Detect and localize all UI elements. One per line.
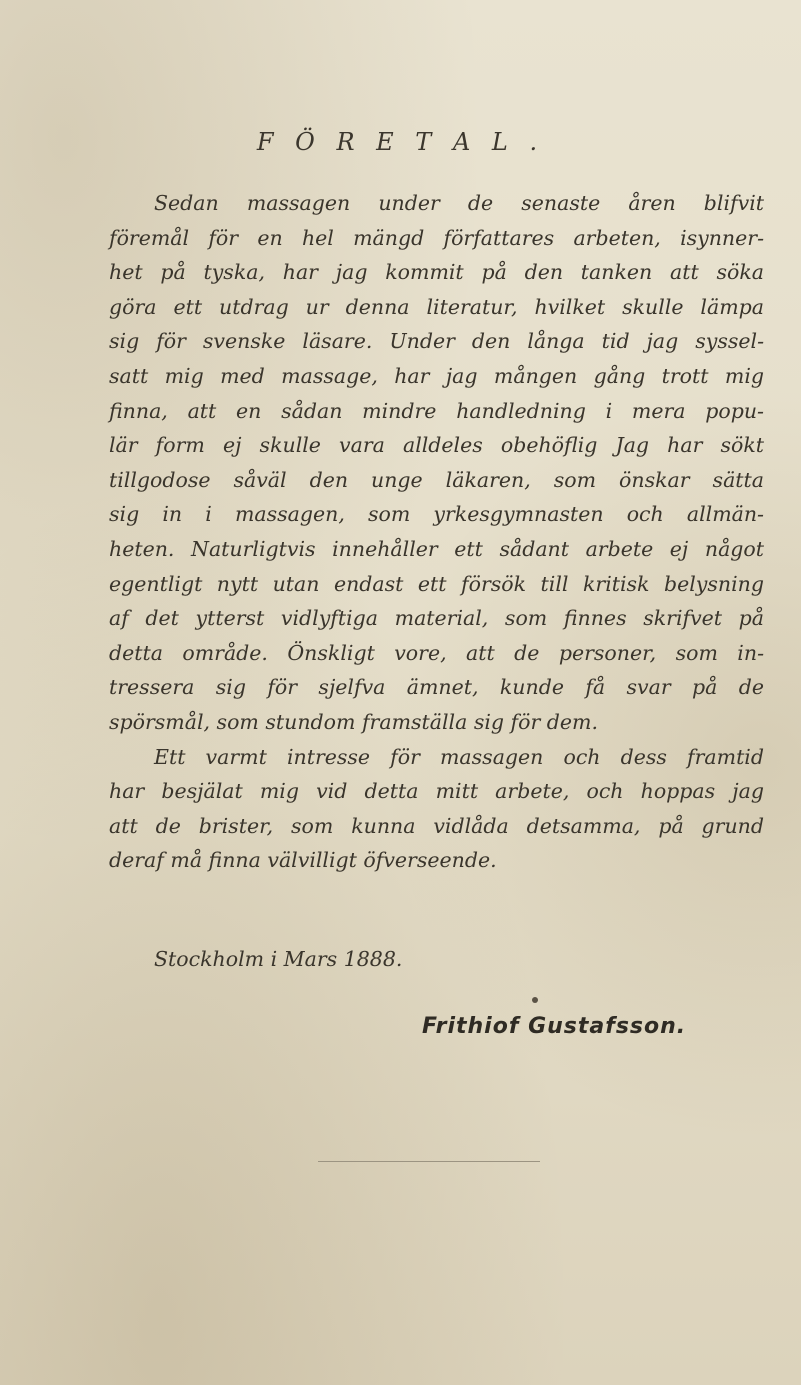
text-line: har besjälat mig vid detta mitt arbete, och hoppas jag <box>109 779 764 804</box>
preface-body <box>109 186 764 878</box>
preface-heading: F Ö R E T A L . <box>256 128 545 156</box>
text-line: Ett varmt intresse för massagen och dess framtid <box>154 744 764 769</box>
place-date: Stockholm i Mars 1888. <box>154 947 403 971</box>
text-line: deraf må finna välvilligt öfverseende. <box>109 848 497 873</box>
text-line: tillgodose såväl den unge läkaren, som önskar sätta <box>109 467 764 492</box>
text-line: satt mig med massage, har jag mången gång trott mig <box>109 363 764 388</box>
text-line: detta område. Önskligt vore, att de personer, som in- <box>109 640 764 665</box>
ink-speck <box>532 997 538 1003</box>
text-line: finna, att en sådan mindre handledning i mera popu- <box>109 398 764 423</box>
text-line: sig in i massagen, som yrkesgymnasten och allmän- <box>109 502 764 527</box>
text-line: lär form ej skulle vara alldeles obehöflig Jag har sökt <box>109 433 764 458</box>
signature: Frithiof Gustafsson. <box>422 1014 687 1039</box>
text-line: att de brister, som kunna vidlåda detsamma, på grund <box>109 813 764 838</box>
text-line: spörsmål, som stundom framställa sig för dem. <box>109 709 599 734</box>
text-line: göra ett utdrag ur denna literatur, hvilket skulle lämpa <box>109 294 764 319</box>
text-line: heten. Naturligtvis innehåller ett sådant arbete ej något <box>109 536 764 561</box>
text-line: tressera sig för sjelfva ämnet, kunde få svar på de <box>109 675 764 700</box>
divider-rule <box>318 1161 540 1162</box>
text-line: Sedan massagen under de senaste åren blifvit <box>154 191 764 215</box>
text-line: sig för svenske läsare. Under den långa tid jag syssel- <box>109 329 764 354</box>
text-line: föremål för en hel mängd författares arbeten, isynner- <box>109 225 764 250</box>
text-line: af det ytterst vidlyftiga material, som finnes skrifvet på <box>109 606 764 631</box>
text-line: egentligt nytt utan endast ett försök till kritisk belysning <box>109 571 764 596</box>
text-line: het på tyska, har jag kommit på den tanken att söka <box>109 260 764 285</box>
